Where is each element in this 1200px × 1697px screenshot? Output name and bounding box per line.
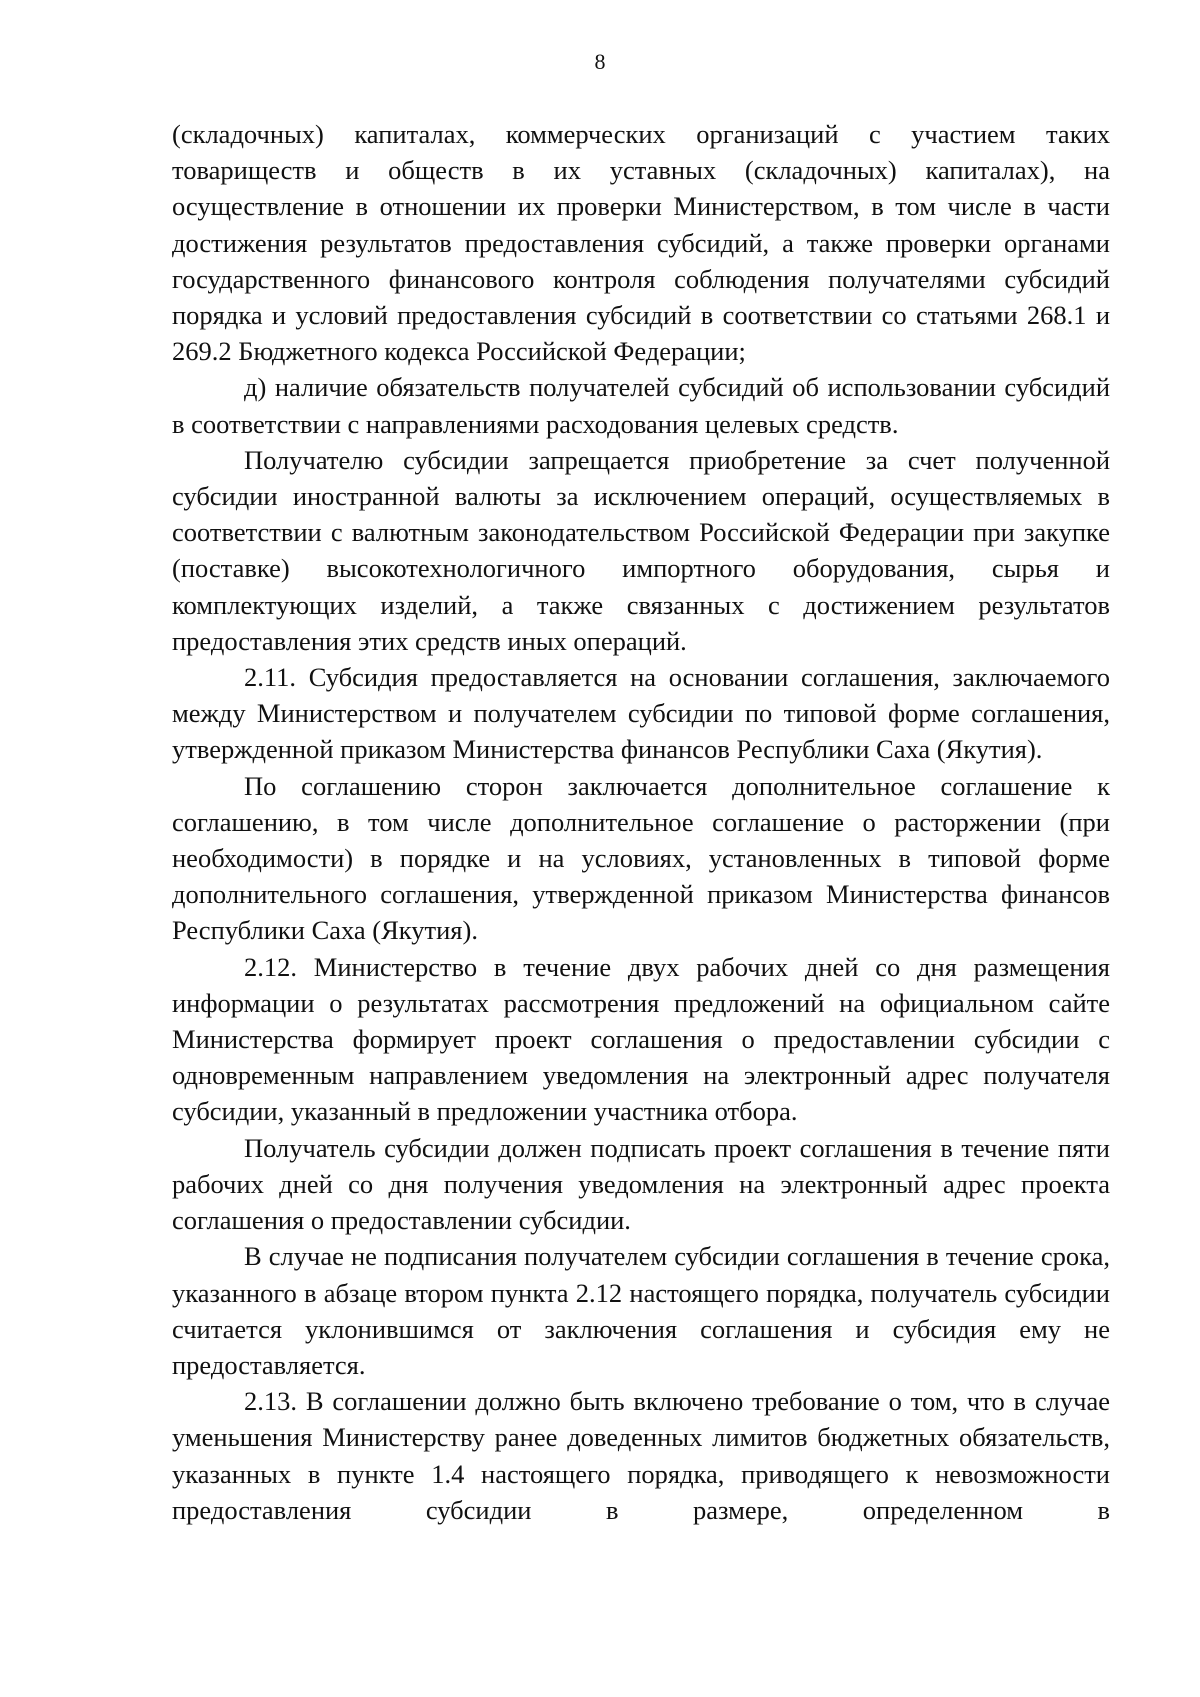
paragraph-non-signing: В случае не подписания получателем субсидии соглашения в течение срока, указанного в абзаце втором пункта 2.12 настоящего порядка, получатель субсидии считается уклонившимся от заключения соглашения и субсидия ему не предоставляется.: [172, 1241, 1110, 1380]
document-body: [172, 116, 1110, 1528]
paragraph-continuation: (складочных) капиталах, коммерческих организаций с участием таких товариществ и обществ в их уставных (складочных) капиталах), на осуществление в отношении их проверки Министерством, в том числе в части достижения результатов предоставления субсидий, а также проверки органами государственного финансового контроля соблюдения получателями субсидий порядка и условий предоставления субсидий в соответствии со статьями 268.1 и 269.2 Бюджетного кодекса Российской Федерации;: [172, 119, 1110, 367]
paragraph-signing-deadline: Получатель субсидии должен подписать проект соглашения в течение пяти рабочих дней со дня получения уведомления на электронный адрес проекта соглашения о предоставлении субсидии.: [172, 1132, 1110, 1236]
paragraph-2-12: 2.12. Министерство в течение двух рабочих дней со дня размещения информации о результатах рассмотрения предложений на официальном сайте Министерства формирует проект соглашения о предоставлении субсидии с одновременным направлением уведомления на электронный адрес получателя субсидии, указанный в предложении участника отбора.: [172, 951, 1110, 1127]
paragraph-additional-agreement: По соглашению сторон заключается дополнительное соглашение к соглашению, в том числе дополнительное соглашение о расторжении (при необходимости) в порядке и на условиях, установленных в типовой форме дополнительного соглашения, утвержденной приказом Министерства финансов Республики Саха (Якутия).: [172, 770, 1110, 946]
paragraph-item-d: д) наличие обязательств получателей субсидий об использовании субсидий в соответствии с направлениями расходования целевых средств.: [172, 372, 1110, 439]
paragraph-2-11: 2.11. Субсидия предоставляется на основании соглашения, заключаемого между Министерством и получателем субсидии по типовой форме соглашения, утвержденной приказом Министерства финансов Республики Саха (Якутия).: [172, 662, 1110, 765]
paragraph-currency-prohibition: Получателю субсидии запрещается приобретение за счет полученной субсидии иностранной валюты за исключением операций, осуществляемых в соответствии с валютным законодательством Российской Федерации при закупке (поставке) высокотехнологичного импортного оборудования, сырья и комплектующих изделий, а также связанных с достижением результатов предоставления этих средств иных операций.: [172, 444, 1110, 656]
paragraph-2-13: 2.13. В соглашении должно быть включено требование о том, что в случае уменьшения Министерству ранее доведенных лимитов бюджетных обязательств, указанных в пункте 1.4 настоящего порядка, приводящего к невозможности предоставления субсидии в размере, определенном в: [172, 1386, 1110, 1525]
page-number: 8: [594, 49, 606, 74]
